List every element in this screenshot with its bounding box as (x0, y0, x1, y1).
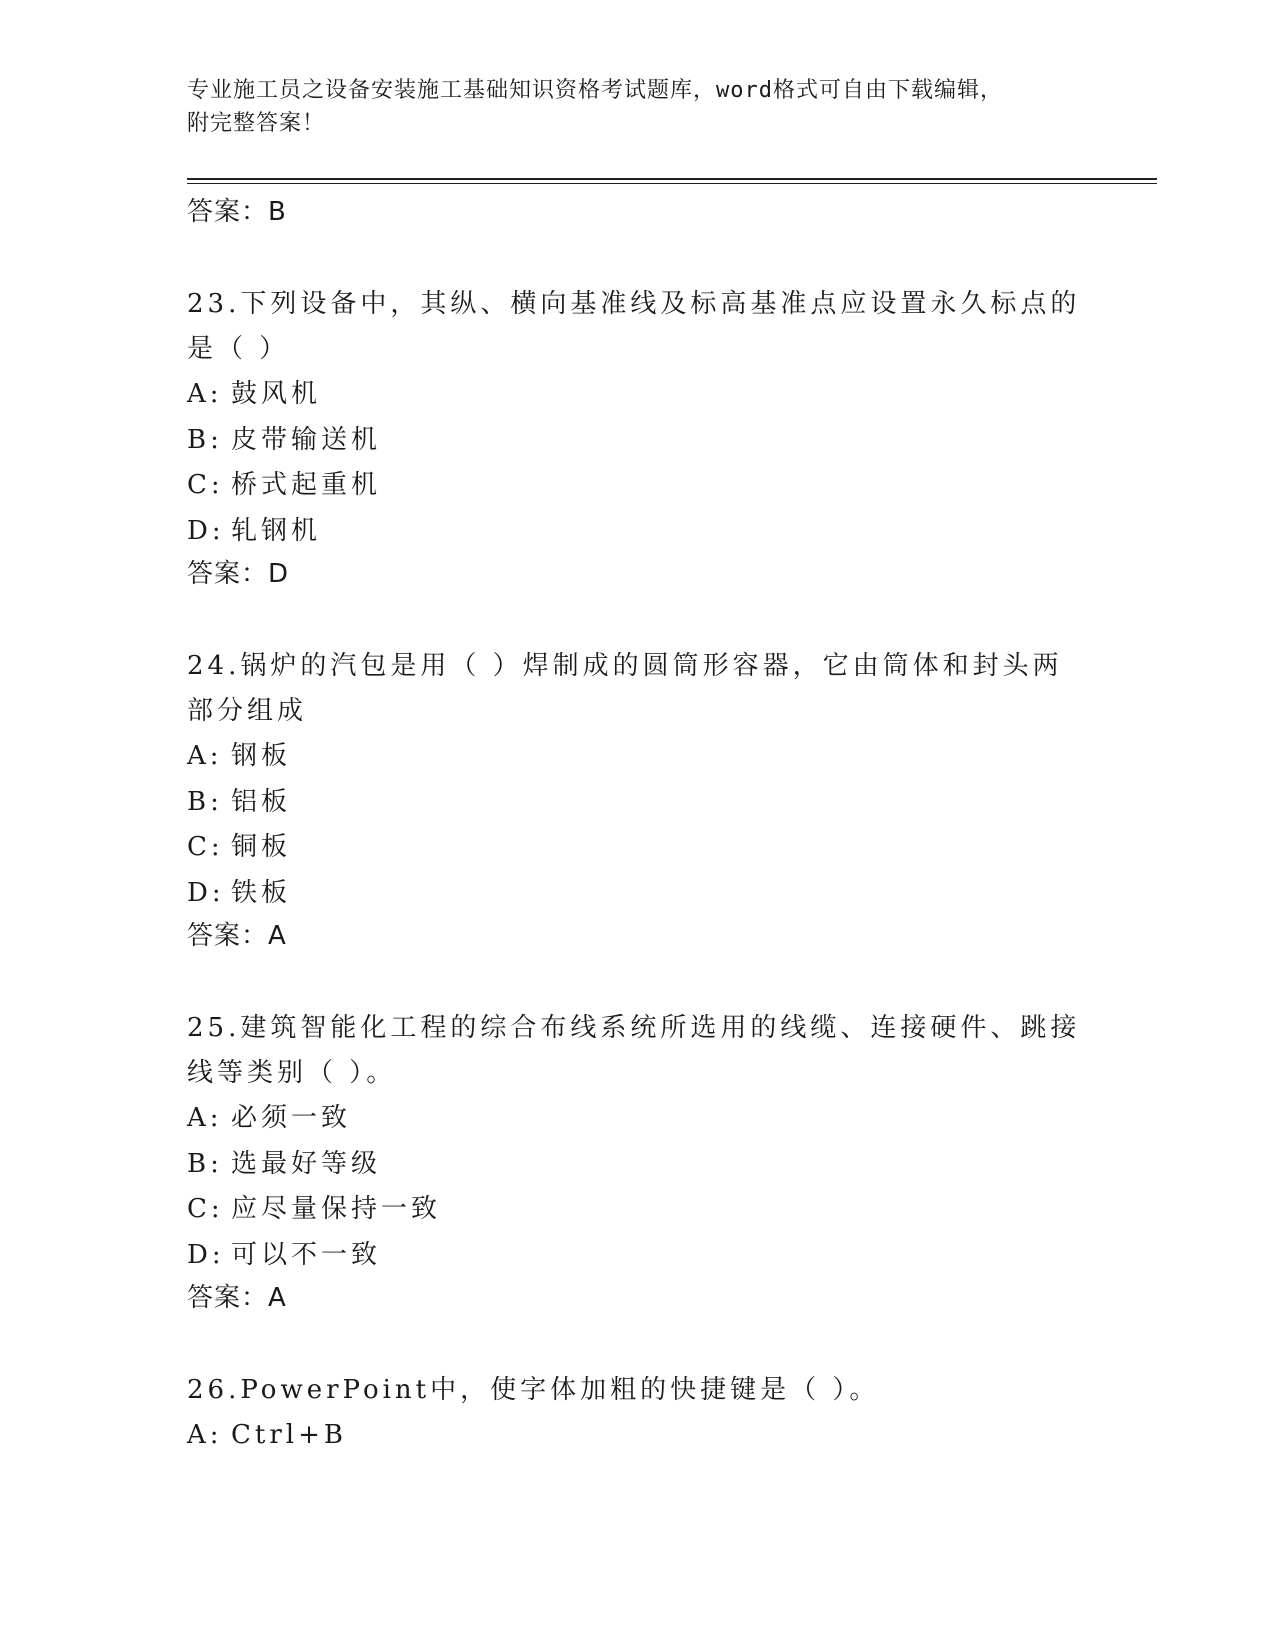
option-c (187, 1187, 1087, 1233)
option-key: B: (187, 424, 223, 455)
option-key: B: (187, 1148, 223, 1179)
option-b (187, 780, 1087, 826)
option-text: 钢板 (231, 741, 292, 771)
option-c (187, 463, 1087, 509)
option-a (187, 1413, 1087, 1459)
option-c (187, 825, 1087, 871)
option-a (187, 1096, 1087, 1142)
question-text: 25.建筑智能化工程的综合布线系统所选用的线缆、连接硬件、跳接线等类别（ ）。 (187, 1013, 1081, 1088)
option-key: C: (187, 1194, 224, 1224)
option-text: 应尽量保持一致 (231, 1194, 442, 1224)
option-text: 选最好等级 (231, 1148, 382, 1179)
option-text: 鼓风机 (231, 379, 322, 409)
option-d (187, 1233, 1087, 1279)
option-b (187, 1142, 1087, 1188)
question-text: 26.PowerPoint中，使字体加粗的快捷键是（ ）。 (187, 1375, 880, 1405)
option-text: 必须一致 (231, 1103, 352, 1133)
option-text: 铝板 (231, 786, 292, 817)
option-d (187, 871, 1087, 917)
option-d (187, 509, 1087, 555)
option-key: C: (187, 470, 224, 500)
header-line-1: 专业施工员之设备安装施工基础知识资格考试题库，word格式可自由下载编辑， (187, 78, 1003, 103)
header-line-2: 附完整答案！ (187, 111, 326, 136)
option-key: A: (187, 379, 223, 409)
option-key: A: (187, 1103, 223, 1133)
option-key: B: (187, 786, 223, 817)
option-text: 皮带输送机 (231, 424, 382, 455)
answer-line: 答案：B (187, 197, 287, 227)
question-list (187, 192, 1087, 1459)
option-text: 铜板 (231, 832, 292, 862)
question-23 (187, 282, 1087, 594)
option-b (187, 418, 1087, 464)
answer-line: 答案：A (187, 921, 287, 951)
option-text: 可以不一致 (231, 1239, 382, 1270)
answer-line: 答案：A (187, 1283, 287, 1313)
option-key: C: (187, 832, 224, 862)
option-key: D: (187, 1239, 225, 1270)
header-divider-thin (187, 183, 1157, 184)
option-text: 轧钢机 (231, 515, 322, 546)
option-text: 桥式起重机 (231, 470, 382, 500)
option-key: D: (187, 515, 225, 546)
option-key: A: (187, 741, 223, 771)
question-26 (187, 1368, 1087, 1459)
answer-line: 答案：D (187, 559, 290, 589)
document-header (187, 74, 1067, 140)
option-text: Ctrl+B (231, 1420, 347, 1450)
question-25 (187, 1006, 1087, 1318)
option-text: 铁板 (231, 877, 292, 908)
option-a (187, 372, 1087, 418)
option-a (187, 734, 1087, 780)
option-key: D: (187, 877, 225, 908)
header-divider-thick (187, 178, 1157, 180)
question-24 (187, 644, 1087, 956)
question-text: 23.下列设备中，其纵、横向基准线及标高基准点应设置永久标点的是（ ） (187, 289, 1081, 364)
question-text: 24.锅炉的汽包是用（ ）焊制成的圆筒形容器，它由筒体和封头两部分组成 (187, 651, 1063, 726)
option-key: A: (187, 1420, 223, 1450)
